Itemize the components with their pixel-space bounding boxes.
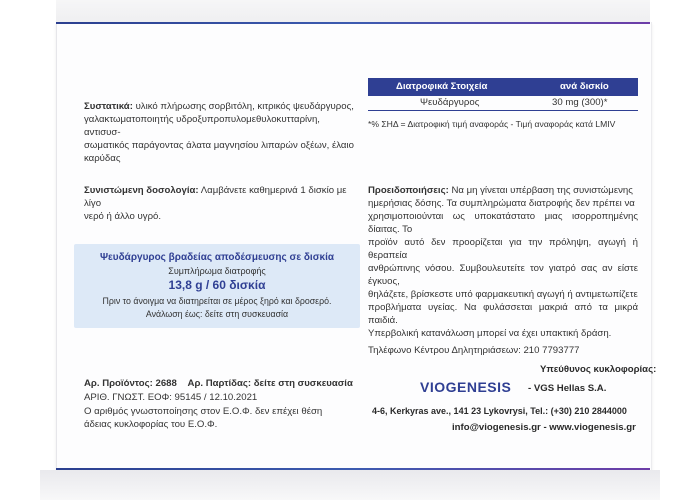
- warnings-block: [368, 184, 638, 357]
- ingredients-line: καρύδας: [84, 153, 121, 164]
- product-title: Ψευδάργυρος βραδείας αποδέσμευσης σε δισκία: [99, 252, 335, 263]
- viogenesis-logo: [420, 379, 511, 395]
- warnings-line: χρησιμοποιούνται ως υποκατάστατο μιας ισορροπημένης δίαιτας. Το: [368, 211, 638, 235]
- nutrition-row-name: Ψευδάργυρος: [420, 97, 480, 108]
- warnings-line: ημερήσιας δόσης. Τα συμπληρώματα διατροφής δεν πρέπει να: [368, 198, 635, 209]
- eof-note-line: Ο αριθμός γνωστοποίησης στον Ε.Ο.Φ. δεν επέχει θέση: [84, 406, 323, 417]
- ingredients-block: [84, 100, 354, 165]
- ingredients-line: γαλακτωματοποιητής υδροξυπροπυλομεθυλοκυτταρίνη, αντισυσ-: [84, 114, 320, 138]
- nutrition-row-value: 30 mg (300)*: [552, 97, 608, 108]
- warnings-line: ανθρώπινης νόσου. Συμβουλευτείτε τον γιατρό σας αν είστε έγκυος,: [368, 263, 638, 287]
- dosage-line: νερό ή άλλο υγρό.: [84, 211, 162, 222]
- package-top-stripe: [56, 22, 650, 24]
- nutrition-column-label: Διατροφικά Στοιχεία: [396, 81, 488, 92]
- eof-note-line: άδειας κυκλοφορίας του Ε.Ο.Φ.: [84, 419, 218, 430]
- company-name: - VGS Hellas S.A.: [528, 383, 607, 394]
- product-subtitle: Συμπλήρωμα διατροφής: [168, 266, 266, 276]
- eof-number: ΑΡΙΘ. ΓΝΩΣΤ. ΕΟΦ: 95145 / 12.10.2021: [84, 392, 258, 403]
- package-top-flap: [56, 0, 650, 22]
- nutrition-table-row: [368, 96, 638, 111]
- storage-note: Πριν το άνοιγμα να διατηρείται σε μέρος ξηρό και δροσερό.: [102, 296, 332, 306]
- product-code: Αρ. Προϊόντος: 2688: [84, 378, 177, 389]
- batch-number: Αρ. Παρτίδας: δείτε στη συσκευασία: [187, 378, 353, 389]
- warnings-line: Υπερβολική κατανάλωση μπορεί να έχει υπακτική δράση.: [368, 328, 612, 339]
- warnings-line: θηλάζετε, βρίσκεστε υπό φαρμακευτική αγωγή ή αντιμετωπίζετε: [368, 289, 638, 300]
- poison-center-phone: Τηλέφωνο Κέντρου Δηλητηριάσεων: 210 7793777: [368, 345, 580, 356]
- dosage-line: Λαμβάνετε καθημερινά 1 δισκίο με λίγο: [84, 185, 347, 209]
- logo-text-vio: VIO: [420, 379, 446, 395]
- warnings-label: Προειδοποιήσεις:: [368, 185, 449, 196]
- product-codes-row: [84, 377, 364, 390]
- logo-text-genesis: GENESIS: [445, 379, 512, 395]
- company-contact: info@viogenesis.gr - www.viogenesis.gr: [452, 422, 636, 433]
- ingredients-label: Συστατικά:: [84, 101, 133, 112]
- dosage-label: Συνιστώμενη δοσολογία:: [84, 185, 199, 196]
- package-bottom-shadow: [40, 470, 660, 500]
- ingredients-line: σωματικός παράγοντας άλατα μαγνησίου λιπαρών οξέων, έλαιο: [84, 140, 354, 151]
- warnings-line: προϊόν αυτό δεν προορίζεται για την πρόληψη, αγωγή ή θεραπεία: [368, 237, 638, 261]
- product-info-box: [74, 244, 360, 328]
- nutrition-table-header: [368, 78, 638, 96]
- warnings-line: Να μη γίνεται υπέρβαση της συνιστώμενης: [451, 185, 633, 196]
- nutrition-per-tablet-label: ανά δισκίο: [560, 81, 609, 92]
- warnings-line: προβλήματα υγείας. Να φυλάσσεται μακριά από τα μικρά παιδιά.: [368, 302, 638, 326]
- eof-note: [84, 405, 354, 431]
- ingredients-line: υλικό πλήρωσης σορβιτόλη, κιτρικός ψευδάργυρος,: [135, 101, 354, 112]
- dosage-block: [84, 184, 364, 223]
- nutrition-footnote: *% ΣΗΔ = Διατροφική τιμή αναφοράς - Τιμή αναφοράς κατά LMIV: [368, 119, 616, 129]
- product-amount: 13,8 g / 60 δισκία: [168, 278, 266, 292]
- responsible-label: Υπεύθυνος κυκλοφορίας:: [540, 364, 657, 375]
- company-address: 4-6, Kerkyras ave., 141 23 Lykovrysi, Tel.: (+30) 210 2844000: [372, 406, 627, 416]
- expiry-note: Ανάλωση έως: δείτε στη συσκευασία: [145, 309, 289, 319]
